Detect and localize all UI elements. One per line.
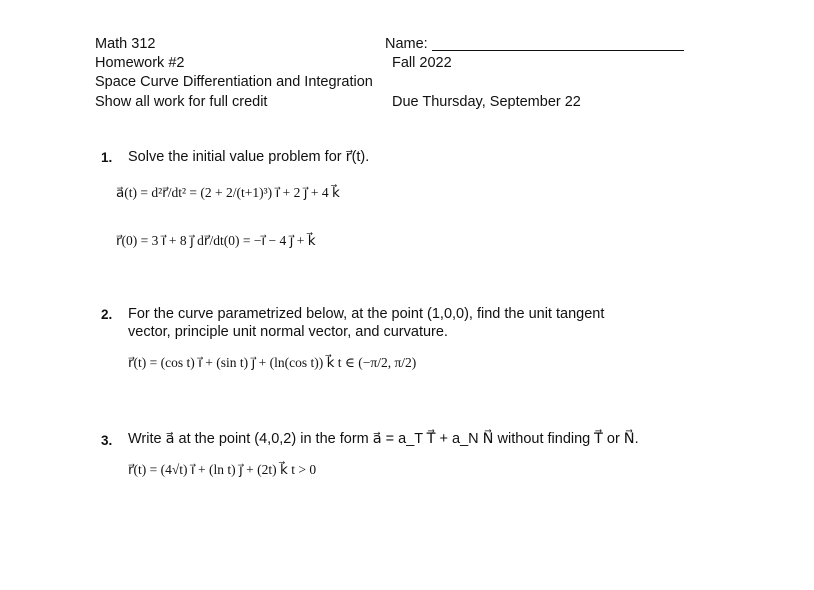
due-date: Due Thursday, September 22 (392, 94, 581, 110)
question-2-text-line-2: vector, principle unit normal vector, and curvature. (128, 324, 448, 340)
question-1-initial-conditions: r⃗(0) = 3 i⃗ + 8 j⃗ dr⃗/dt(0) = −i⃗ − 4 j⃗ + k⃗ (116, 233, 316, 248)
question-3-curve-equation: r⃗(t) = (4√t) i⃗ + (ln t) j⃗ + (2t) k⃗ t > 0 (128, 462, 317, 477)
homework-topic: Space Curve Differentiation and Integration (95, 74, 373, 90)
course-title: Math 312 (95, 36, 156, 52)
question-1-number: 1. (101, 150, 113, 165)
question-2-curve-equation: r⃗(t) = (cos t) i⃗ + (sin t) j⃗ + (ln(cos t)) k⃗ t ∈ (−π/2, π/2) (128, 355, 417, 370)
question-3-number: 3. (101, 433, 113, 448)
question-2-number: 2. (101, 307, 113, 322)
question-1-text: Solve the initial value problem for r⃗(t). (128, 149, 370, 165)
question-1-acceleration-equation: a⃗(t) = d²r⃗/dt² = (2 + 2/(t+1)³) i⃗ + 2 j⃗ + 4 k⃗ (116, 185, 340, 200)
term: Fall 2022 (392, 55, 452, 71)
name-blank-line (432, 50, 684, 51)
instructions: Show all work for full credit (95, 94, 268, 110)
question-2-text-line-1: For the curve parametrized below, at the point (1,0,0), find the unit tangent (128, 306, 605, 322)
homework-number: Homework #2 (95, 55, 185, 71)
question-3-text: Write a⃗ at the point (4,0,2) in the form a⃗ = a_T T⃗ + a_N N⃗ without finding T⃗ or N⃗. (128, 431, 639, 447)
name-label: Name: (385, 36, 428, 52)
